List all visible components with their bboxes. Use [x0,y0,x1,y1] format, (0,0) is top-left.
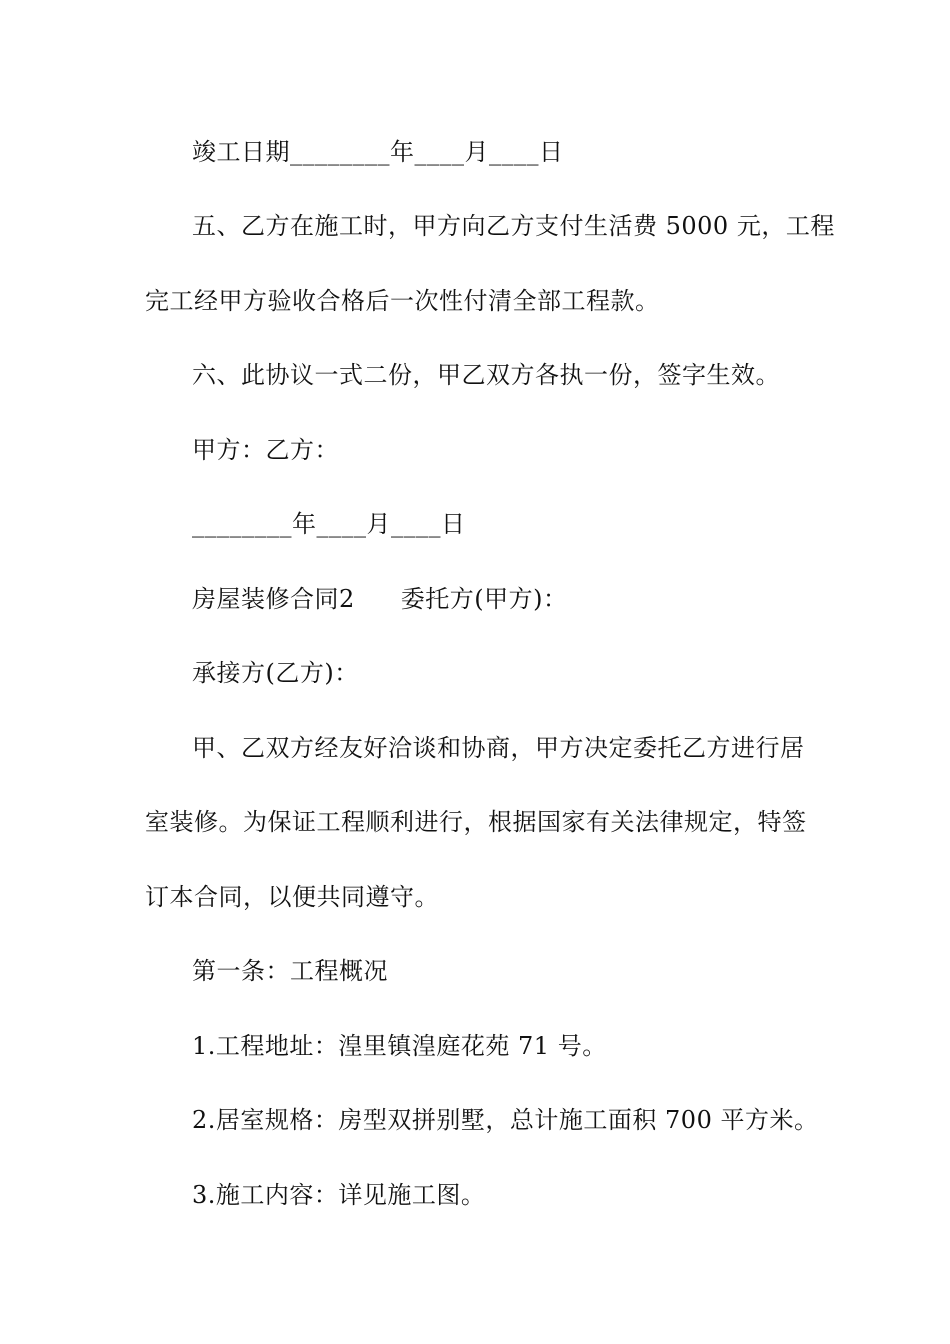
preamble-line-1: 甲、乙双方经友好洽谈和协商，甲方决定委托乙方进行居 [192,734,805,762]
preamble-line-3: 订本合同，以便共同遵守。 [145,883,439,911]
contract-two-title: 房屋装修合同2 [192,585,355,613]
clause-five-line-2: 完工经甲方验收合格后一次性付清全部工程款。 [145,287,660,315]
construction-content-line: 3.施工内容：详见施工图。 [192,1181,486,1209]
signature-parties-line: 甲方：乙方： [192,436,339,464]
contract-two-heading-line [192,581,872,617]
completion-date-line: 竣工日期________年____月____日 [192,138,564,166]
clause-five-line-1: 五、乙方在施工时，甲方向乙方支付生活费 5000 元，工程 [192,212,835,240]
signature-date-line: ________年____月____日 [192,510,466,538]
article-one-heading: 第一条：工程概况 [192,957,388,985]
project-address-line: 1.工程地址：湟里镇湟庭花苑 71 号。 [192,1032,607,1060]
contractor-party-line: 承接方(乙方)： [192,659,359,687]
preamble-line-2: 室装修。为保证工程顺利进行，根据国家有关法律规定，特签 [145,808,807,836]
room-specification-line: 2.居室规格：房型双拼别墅，总计施工面积 700 平方米。 [192,1106,819,1134]
client-party-label: 委托方(甲方)： [400,585,568,613]
clause-six-line: 六、此协议一式二份，甲乙双方各执一份，签字生效。 [192,361,780,389]
